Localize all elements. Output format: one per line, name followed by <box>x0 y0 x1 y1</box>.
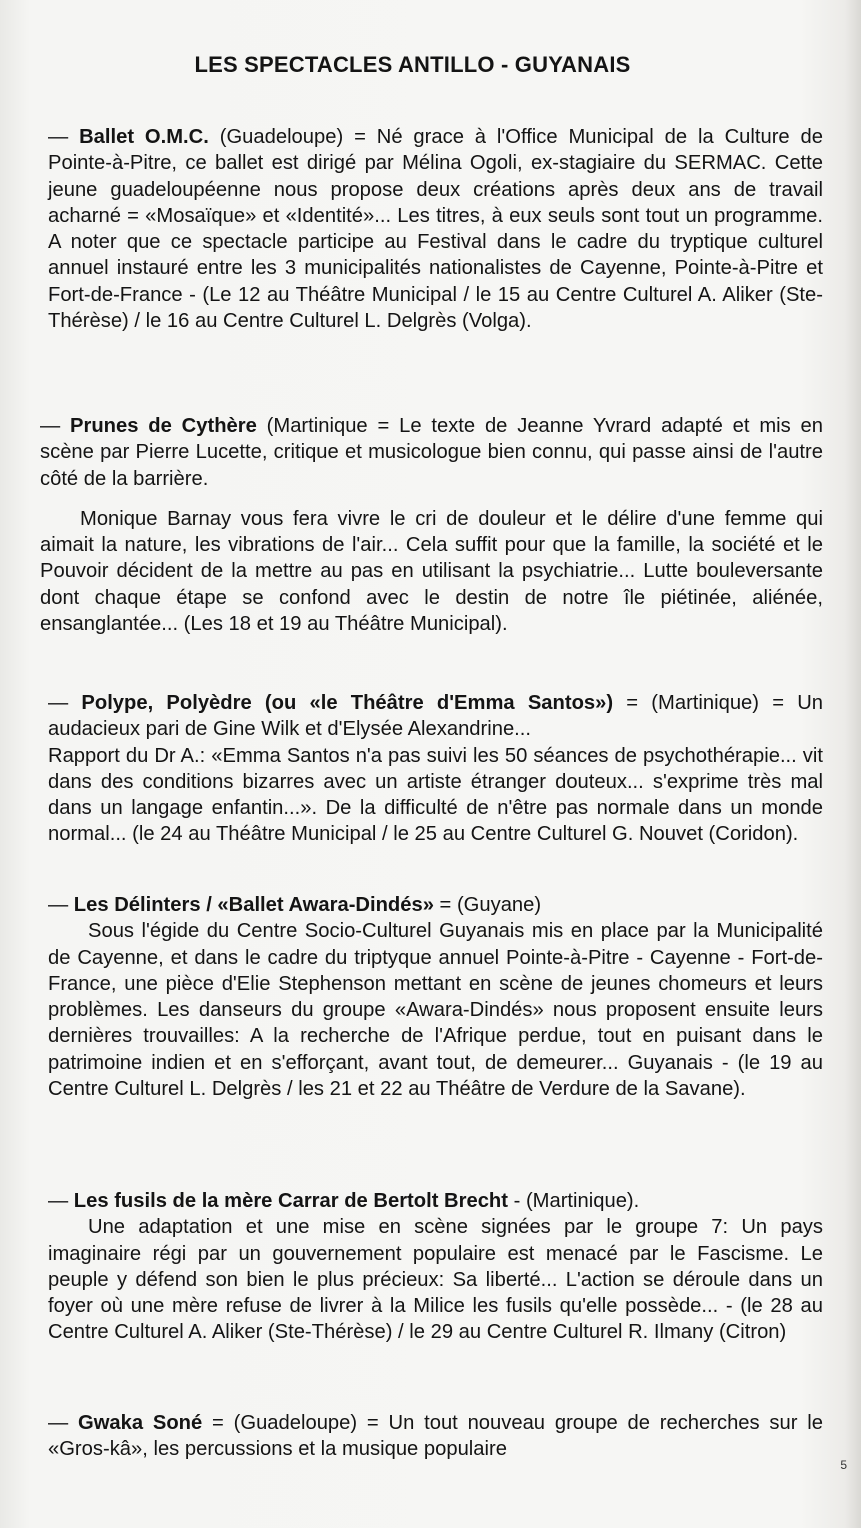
entry-text: = (Guyane) <box>433 894 542 916</box>
entry-prunes-de-cythere <box>40 413 823 637</box>
page-title: LES SPECTACLES ANTILLO - GUYANAIS <box>194 52 631 77</box>
entry-paragraph: — Les fusils de la mère Carrar de Bertolt Brecht - (Martinique). <box>48 1190 640 1212</box>
entry-paragraph: — Les Délinters / «Ballet Awara-Dindés» = (Guyane) <box>48 894 542 916</box>
entry-paragraph: — Polype, Polyèdre (ou «le Théâtre d'Emma Santos») = (Martinique) = Un audacieux pari de Gine Wilk et d'Elysée Alexandrine... <box>48 692 824 741</box>
entry-paragraph-2: Une adaptation et une mise en scène signées par le groupe 7: Un pays imaginaire régi par un gouvernement populaire est menacé par le Fascisme. Le peuple y défend son bien le plus précieux: Sa liberté... L'action se déroule dans un foyer où une mère refuse de livrer à la Milice les fusils qu'elle possède... - (le 28 au Centre Culturel A. Aliker (Ste-Thérèse) / le 29 au Centre Culturel R. Ilmany (Citron) <box>48 1216 823 1344</box>
entry-les-delinters <box>48 892 823 1102</box>
entry-polype-polyedre <box>48 690 823 848</box>
entry-text: - (Martinique). <box>508 1190 640 1212</box>
entry-text: (Martinique = Le texte de Jeanne Yvrard adapté et mis en scène par Pierre Lucette, critique et musicologue bien connu, qui passe ainsi de l'autre côté de la barrière. <box>40 415 824 490</box>
entry-heading: Les fusils de la mère Carrar de Bertolt Brecht <box>73 1190 508 1212</box>
entry-paragraph-2: Rapport du Dr A.: «Emma Santos n'a pas suivi les 50 séances de psychothérapie... vit dans des conditions bizarres avec un artiste étranger douteux... s'exprime très mal dans un langage enfantin...». De la difficulté de n'être pas normale dans un monde normal... (le 24 au Théâtre Municipal / le 25 au Centre Culturel G. Nouvet (Coridon). <box>48 744 823 846</box>
entry-text: = (Martinique) = Un audacieux pari de Gine Wilk et d'Elysée Alexandrine... <box>48 692 824 741</box>
entry-heading: Ballet O.M.C. <box>79 126 209 148</box>
entry-heading: Polype, Polyèdre (ou «le Théâtre d'Emma Santos») <box>81 692 614 714</box>
entry-text: = (Guadeloupe) = Un tout nouveau groupe de recherches sur le «Gros-kâ», les percussions et la musique populaire <box>48 1412 823 1461</box>
entry-heading: Prunes de Cythère <box>70 415 257 437</box>
entry-paragraph-2: Sous l'égide du Centre Socio-Culturel Guyanais mis en place par la Municipalité de Cayenne, et dans le cadre du triptyque annuel Pointe-à-Pitre - Cayenne - Fort-de-France, une pièce d'Elie Stephenson mettant en scène de jeunes chomeurs et leurs problèmes. Les danseurs du groupe «Awara-Dindés» nous proposent ensuite leurs dernières trouvailles: A la recherche de l'Afrique perdue, tout en puisant dans le patrimoine indien et en s'efforçant, avant tout, de demeurer... Guyanais - (le 19 au Centre Culturel L. Delgrès / les 21 et 22 au Théâtre de Verdure de la Savane). <box>48 920 823 1101</box>
entry-heading: Gwaka Soné <box>78 1412 203 1434</box>
entry-paragraph: — Ballet O.M.C. (Guadeloupe) = Né grace à l'Office Municipal de la Culture de Pointe-à-Pitre, ce ballet est dirigé par Mélina Ogoli, ex-stagiaire du SERMAC. Cette jeune guadeloupéenne nous propose deux créations après deux ans de travail acharné = «Mosaïque» et «Identité»... Les titres, à eux seuls sont tout un programme. A noter que ce spectacle participe au Festival dans le cadre du tryptique culturel annuel instauré entre les 3 municipalités nationalistes de Cayenne, Pointe-à-Pitre et Fort-de-France - (Le 12 au Théâtre Municipal / le 15 au Centre Culturel A. Aliker (Ste-Thérèse) / le 16 au Centre Culturel L. Delgrès (Volga). <box>48 126 823 333</box>
entry-gwaka-sone <box>48 1410 823 1463</box>
entry-paragraph: — Gwaka Soné = (Guadeloupe) = Un tout nouveau groupe de recherches sur le «Gros-kâ», les percussions et la musique populaire <box>48 1412 823 1461</box>
entry-text: (Guadeloupe) = Né grace à l'Office Municipal de la Culture de Pointe-à-Pitre, ce ballet est dirigé par Mélina Ogoli, ex-stagiaire du SERMAC. Cette jeune guadeloupéenne nous propose deux créations après deux ans de travail acharné = «Mosaïque» et «Identité»... Les titres, à eux seuls sont tout un programme. A noter que ce spectacle participe au Festival dans le cadre du tryptique culturel annuel instauré entre les 3 municipalités nationalistes de Cayenne, Pointe-à-Pitre et Fort-de-France - (Le 12 au Théâtre Municipal / le 15 au Centre Culturel A. Aliker (Ste-Thérèse) / le 16 au Centre Culturel L. Delgrès (Volga). <box>48 126 823 333</box>
entry-les-fusils <box>48 1188 823 1346</box>
entry-paragraph-2: Monique Barnay vous fera vivre le cri de douleur et le délire d'une femme qui aimait la nature, les vibrations de l'air... Cela suffit pour que la famille, la société et le Pouvoir décident de la mettre au pas en utilisant la psychiatrie... Lutte bouleversante dont chaque étape se confond avec le destin de notre île piétinée, aliénée, ensanglantée... (Les 18 et 19 au Théâtre Municipal). <box>40 507 823 636</box>
page-number: 5 <box>840 1458 847 1472</box>
entry-paragraph: — Prunes de Cythère (Martinique = Le texte de Jeanne Yvrard adapté et mis en scène par Pierre Lucette, critique et musicologue bien connu, qui passe ainsi de l'autre côté de la barrière. <box>40 415 824 490</box>
entry-heading: Les Délinters / «Ballet Awara-Dindés» <box>73 894 434 916</box>
entry-ballet-omc <box>48 124 823 334</box>
